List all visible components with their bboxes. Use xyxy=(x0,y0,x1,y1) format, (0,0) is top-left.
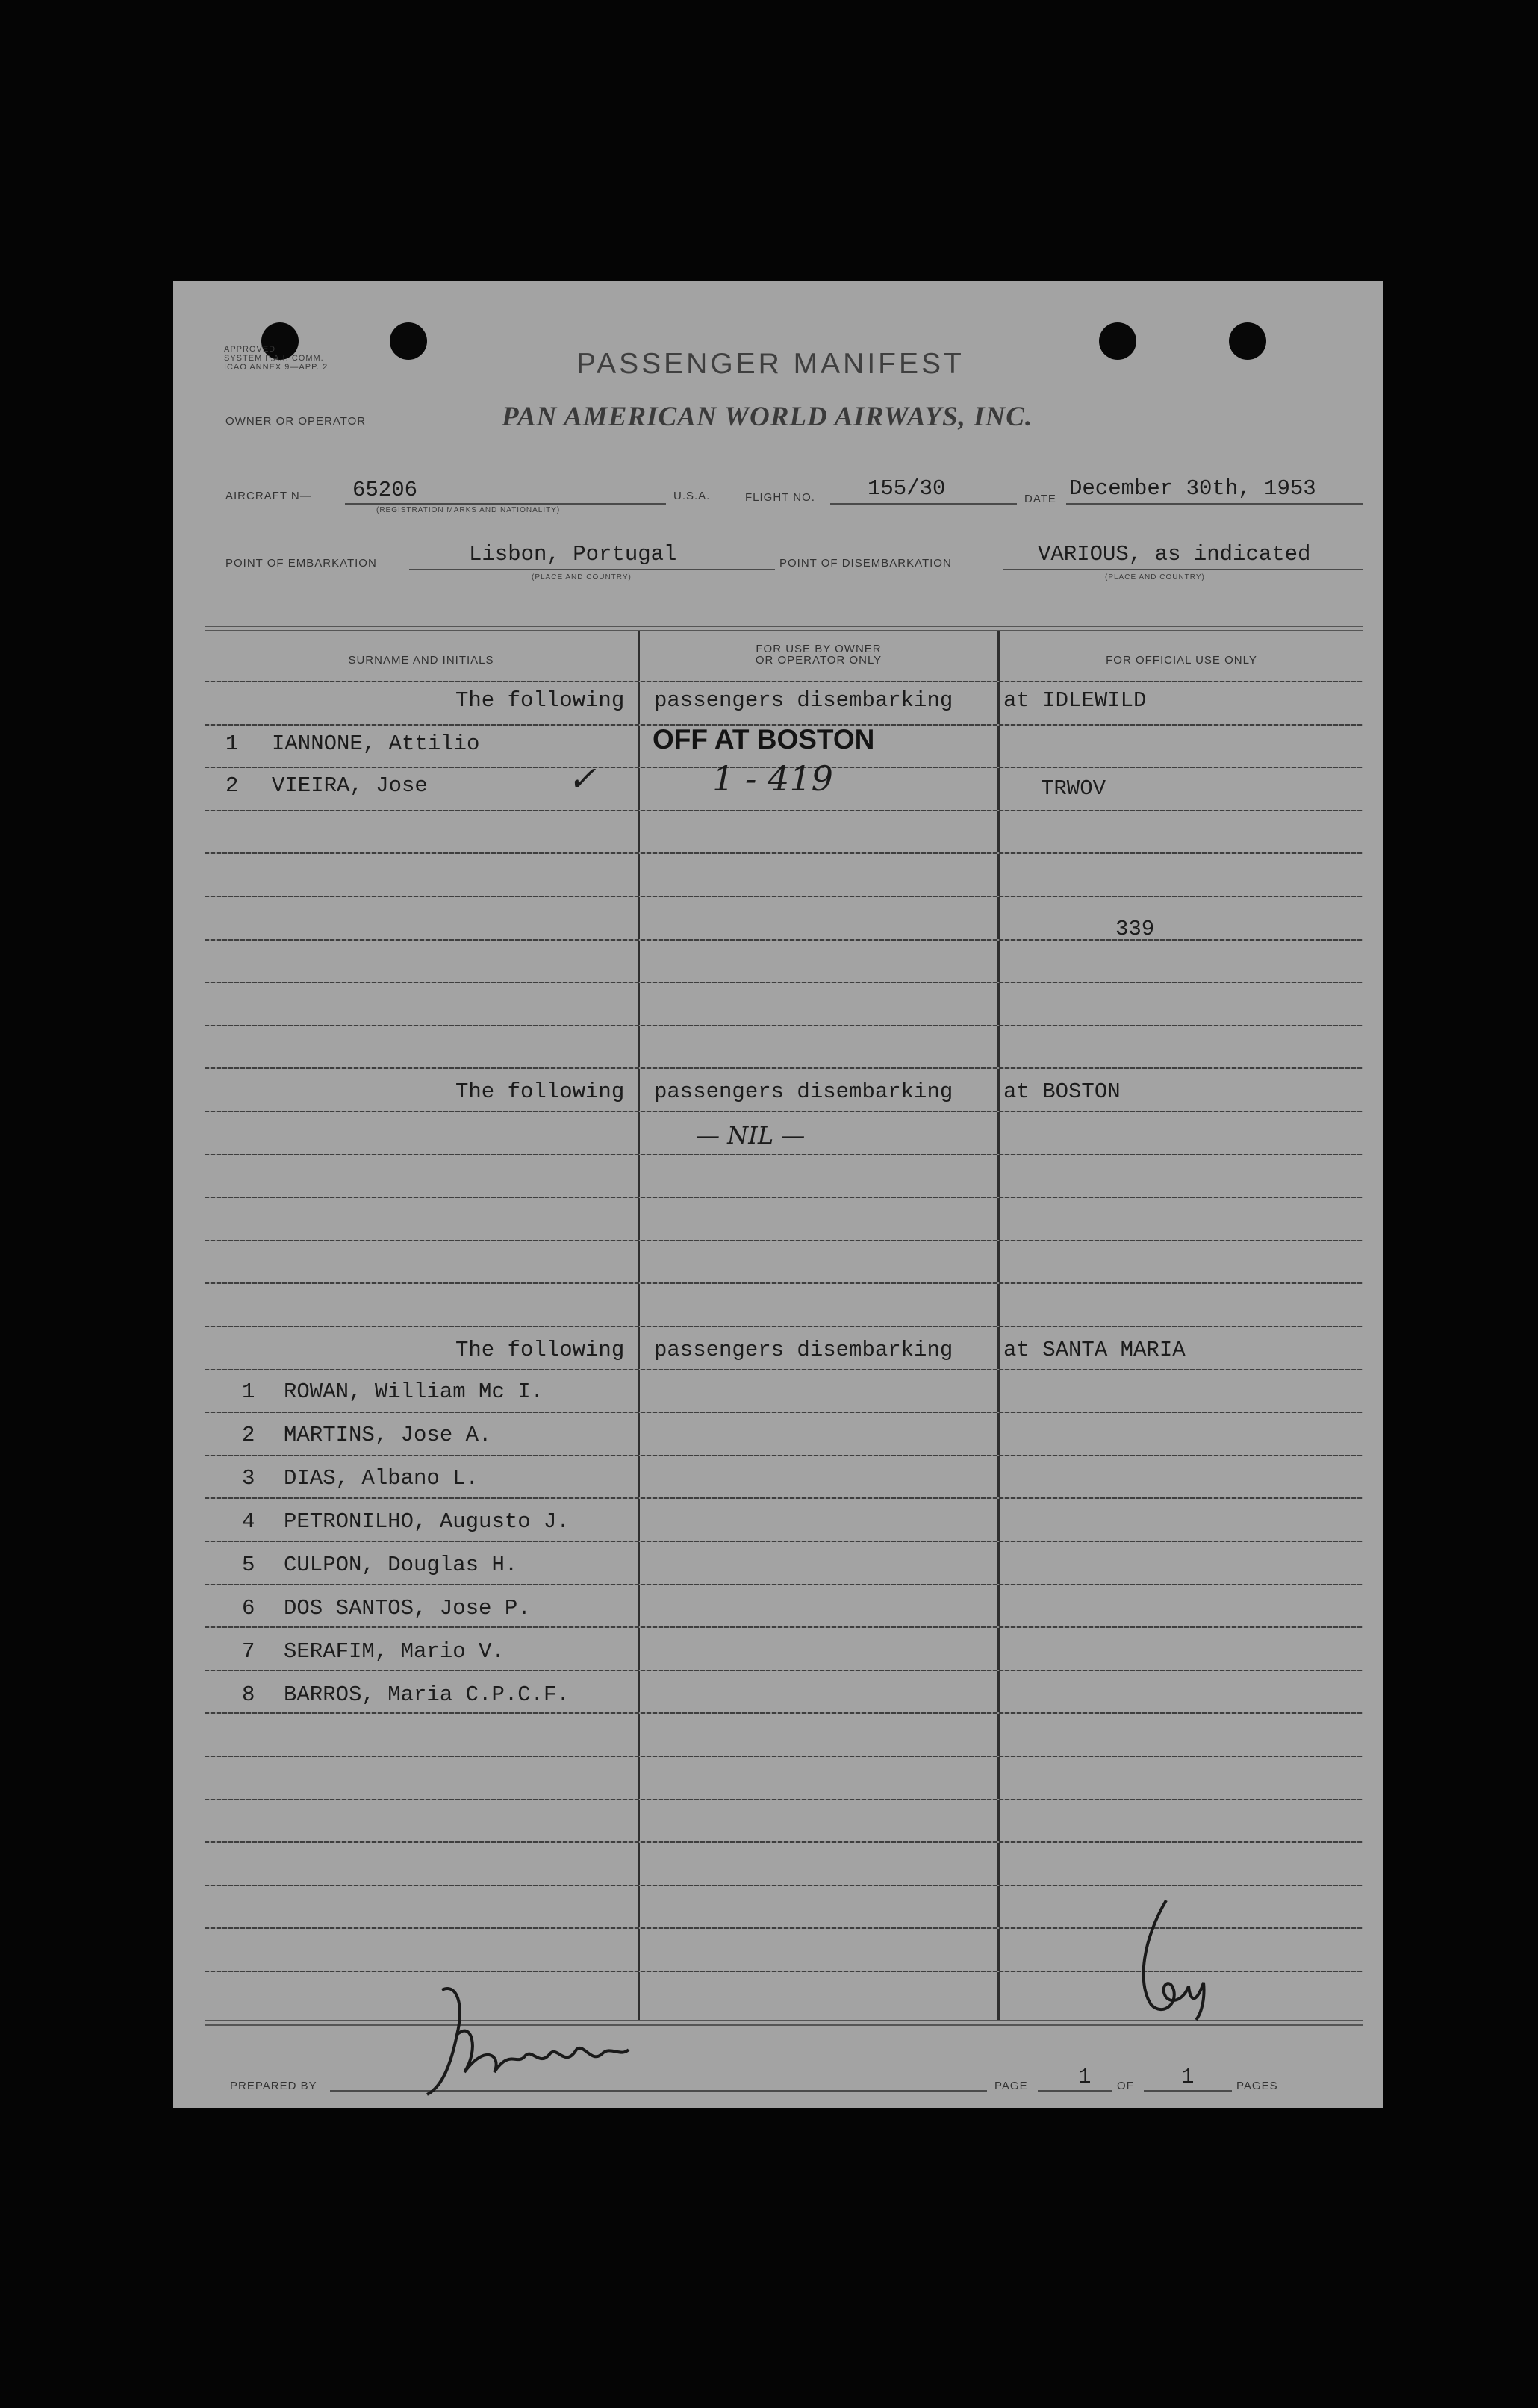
row-line xyxy=(205,810,1363,811)
off-at-boston-stamp: OFF AT BOSTON xyxy=(653,724,875,755)
row-line xyxy=(205,1541,1363,1542)
passenger-name: BARROS, Maria C.P.C.F. xyxy=(284,1682,570,1707)
embark-underline xyxy=(409,569,775,570)
passenger-number: 2 xyxy=(242,1423,255,1447)
row-line xyxy=(205,1497,1363,1499)
passenger-number: 8 xyxy=(242,1682,255,1707)
disembark-label: POINT OF DISEMBARKATION xyxy=(779,557,952,570)
page-number: 1 xyxy=(1078,2065,1092,2089)
section-header-santa-maria: passengers disembarking xyxy=(654,1338,953,1362)
section-header-boston: at BOSTON xyxy=(1003,1079,1121,1104)
row-line xyxy=(205,1369,1363,1370)
section-header-santa-maria: The following xyxy=(455,1338,625,1362)
column-header-surname: SURNAME AND INITIALS xyxy=(348,654,494,667)
row-line xyxy=(205,1841,1363,1843)
usa-label: U.S.A. xyxy=(673,490,711,502)
row-line xyxy=(205,1111,1363,1112)
embark-value: Lisbon, Portugal xyxy=(469,542,677,567)
page-total-underline xyxy=(1144,2090,1232,2092)
passenger-name: SERAFIM, Mario V. xyxy=(284,1639,505,1664)
page-total: 1 xyxy=(1181,2065,1195,2089)
passenger-number: 4 xyxy=(242,1509,255,1534)
row-line xyxy=(205,1455,1363,1456)
section-header-idlewild: passengers disembarking xyxy=(654,688,953,713)
flight-number: 155/30 xyxy=(868,476,946,501)
row-line xyxy=(205,1154,1363,1155)
passenger-number: 7 xyxy=(242,1639,255,1664)
column-header-owner: FOR USE BY OWNER OR OPERATOR ONLY xyxy=(755,643,882,667)
official-number: 339 xyxy=(1115,917,1155,941)
passenger-name: PETRONILHO, Augusto J. xyxy=(284,1509,570,1534)
passenger-name: DIAS, Albano L. xyxy=(284,1466,479,1491)
passenger-number: 2 xyxy=(225,773,239,798)
section-header-santa-maria: at SANTA MARIA xyxy=(1003,1338,1186,1362)
registration-note: (REGISTRATION MARKS AND NATIONALITY) xyxy=(376,506,561,514)
row-line xyxy=(205,681,1363,682)
section-header-idlewild: at IDLEWILD xyxy=(1003,688,1147,713)
aircraft-underline xyxy=(345,503,666,505)
row-line xyxy=(205,1712,1363,1714)
passenger-name: VIEIRA, Jose xyxy=(272,773,428,798)
row-line xyxy=(205,852,1363,854)
row-line xyxy=(205,1197,1363,1198)
punch-hole xyxy=(390,322,427,360)
row-line xyxy=(205,1326,1363,1327)
column-header-official: FOR OFFICIAL USE ONLY xyxy=(1106,654,1257,667)
passenger-number: 6 xyxy=(242,1596,255,1621)
row-line xyxy=(205,1584,1363,1585)
row-line xyxy=(205,1240,1363,1241)
of-label: OF xyxy=(1117,2080,1134,2092)
row-line xyxy=(205,1626,1363,1628)
disembark-underline xyxy=(1003,569,1363,570)
passenger-number: 5 xyxy=(242,1553,255,1577)
passenger-number: 1 xyxy=(242,1379,255,1404)
prepared-by-label: PREPARED BY xyxy=(230,2080,317,2092)
punch-hole xyxy=(1229,322,1266,360)
embark-label: POINT OF EMBARKATION xyxy=(225,557,377,570)
table-top-rule xyxy=(205,630,1363,631)
aircraft-label: AIRCRAFT N— xyxy=(225,490,312,502)
disembark-place-note: (PLACE AND COUNTRY) xyxy=(1105,573,1205,581)
flight-underline xyxy=(830,503,1017,505)
preparer-signature xyxy=(412,1975,644,2102)
disembark-value: VARIOUS, as indicated xyxy=(1038,542,1311,567)
hand-checkmark: ✓ xyxy=(567,758,597,799)
page-title: PASSENGER MANIFEST xyxy=(576,348,965,380)
passenger-name: DOS SANTOS, Jose P. xyxy=(284,1596,531,1621)
section-header-boston: The following xyxy=(455,1079,625,1104)
owner-label: OWNER OR OPERATOR xyxy=(225,415,367,428)
row-line xyxy=(205,1756,1363,1757)
section-header-idlewild: The following xyxy=(455,688,625,713)
operator-name: PAN AMERICAN WORLD AIRWAYS, INC. xyxy=(502,402,1033,432)
passenger-name: MARTINS, Jose A. xyxy=(284,1423,492,1447)
row-line xyxy=(205,1282,1363,1284)
punch-hole xyxy=(1099,322,1136,360)
approval-note: APPROVED SYSTEM P.A.I. COMM. ICAO ANNEX 9—APP. 2 xyxy=(224,345,329,372)
row-line xyxy=(205,1799,1363,1800)
row-line xyxy=(205,1885,1363,1886)
aircraft-number: 65206 xyxy=(352,478,418,502)
manifest-sheet xyxy=(173,281,1383,2108)
date-value: December 30th, 1953 xyxy=(1069,476,1316,501)
official-initials-signature xyxy=(1121,1893,1218,2027)
pages-label: PAGES xyxy=(1236,2080,1278,2092)
row-line xyxy=(205,896,1363,897)
passenger-name: CULPON, Douglas H. xyxy=(284,1553,518,1577)
hand-code: 1 - 419 xyxy=(712,758,833,799)
passenger-name: ROWAN, William Mc I. xyxy=(284,1379,544,1404)
row-line xyxy=(205,1412,1363,1413)
passenger-number: 3 xyxy=(242,1466,255,1491)
official-code: TRWOV xyxy=(1041,776,1106,801)
row-line xyxy=(205,1025,1363,1026)
table-top-rule xyxy=(205,626,1363,627)
date-label: DATE xyxy=(1024,493,1056,505)
row-line xyxy=(205,1670,1363,1671)
hand-nil: — NIL — xyxy=(696,1121,806,1150)
passenger-name: IANNONE, Attilio xyxy=(272,732,480,756)
page-underline xyxy=(1038,2090,1112,2092)
page-label: PAGE xyxy=(994,2080,1028,2092)
row-line xyxy=(205,1067,1363,1069)
date-underline xyxy=(1066,503,1363,505)
section-header-boston: passengers disembarking xyxy=(654,1079,953,1104)
row-line xyxy=(205,982,1363,983)
row-line xyxy=(205,939,1363,941)
passenger-number: 1 xyxy=(225,732,239,756)
flight-label: FLIGHT NO. xyxy=(745,491,815,504)
embark-place-note: (PLACE AND COUNTRY) xyxy=(532,573,632,581)
